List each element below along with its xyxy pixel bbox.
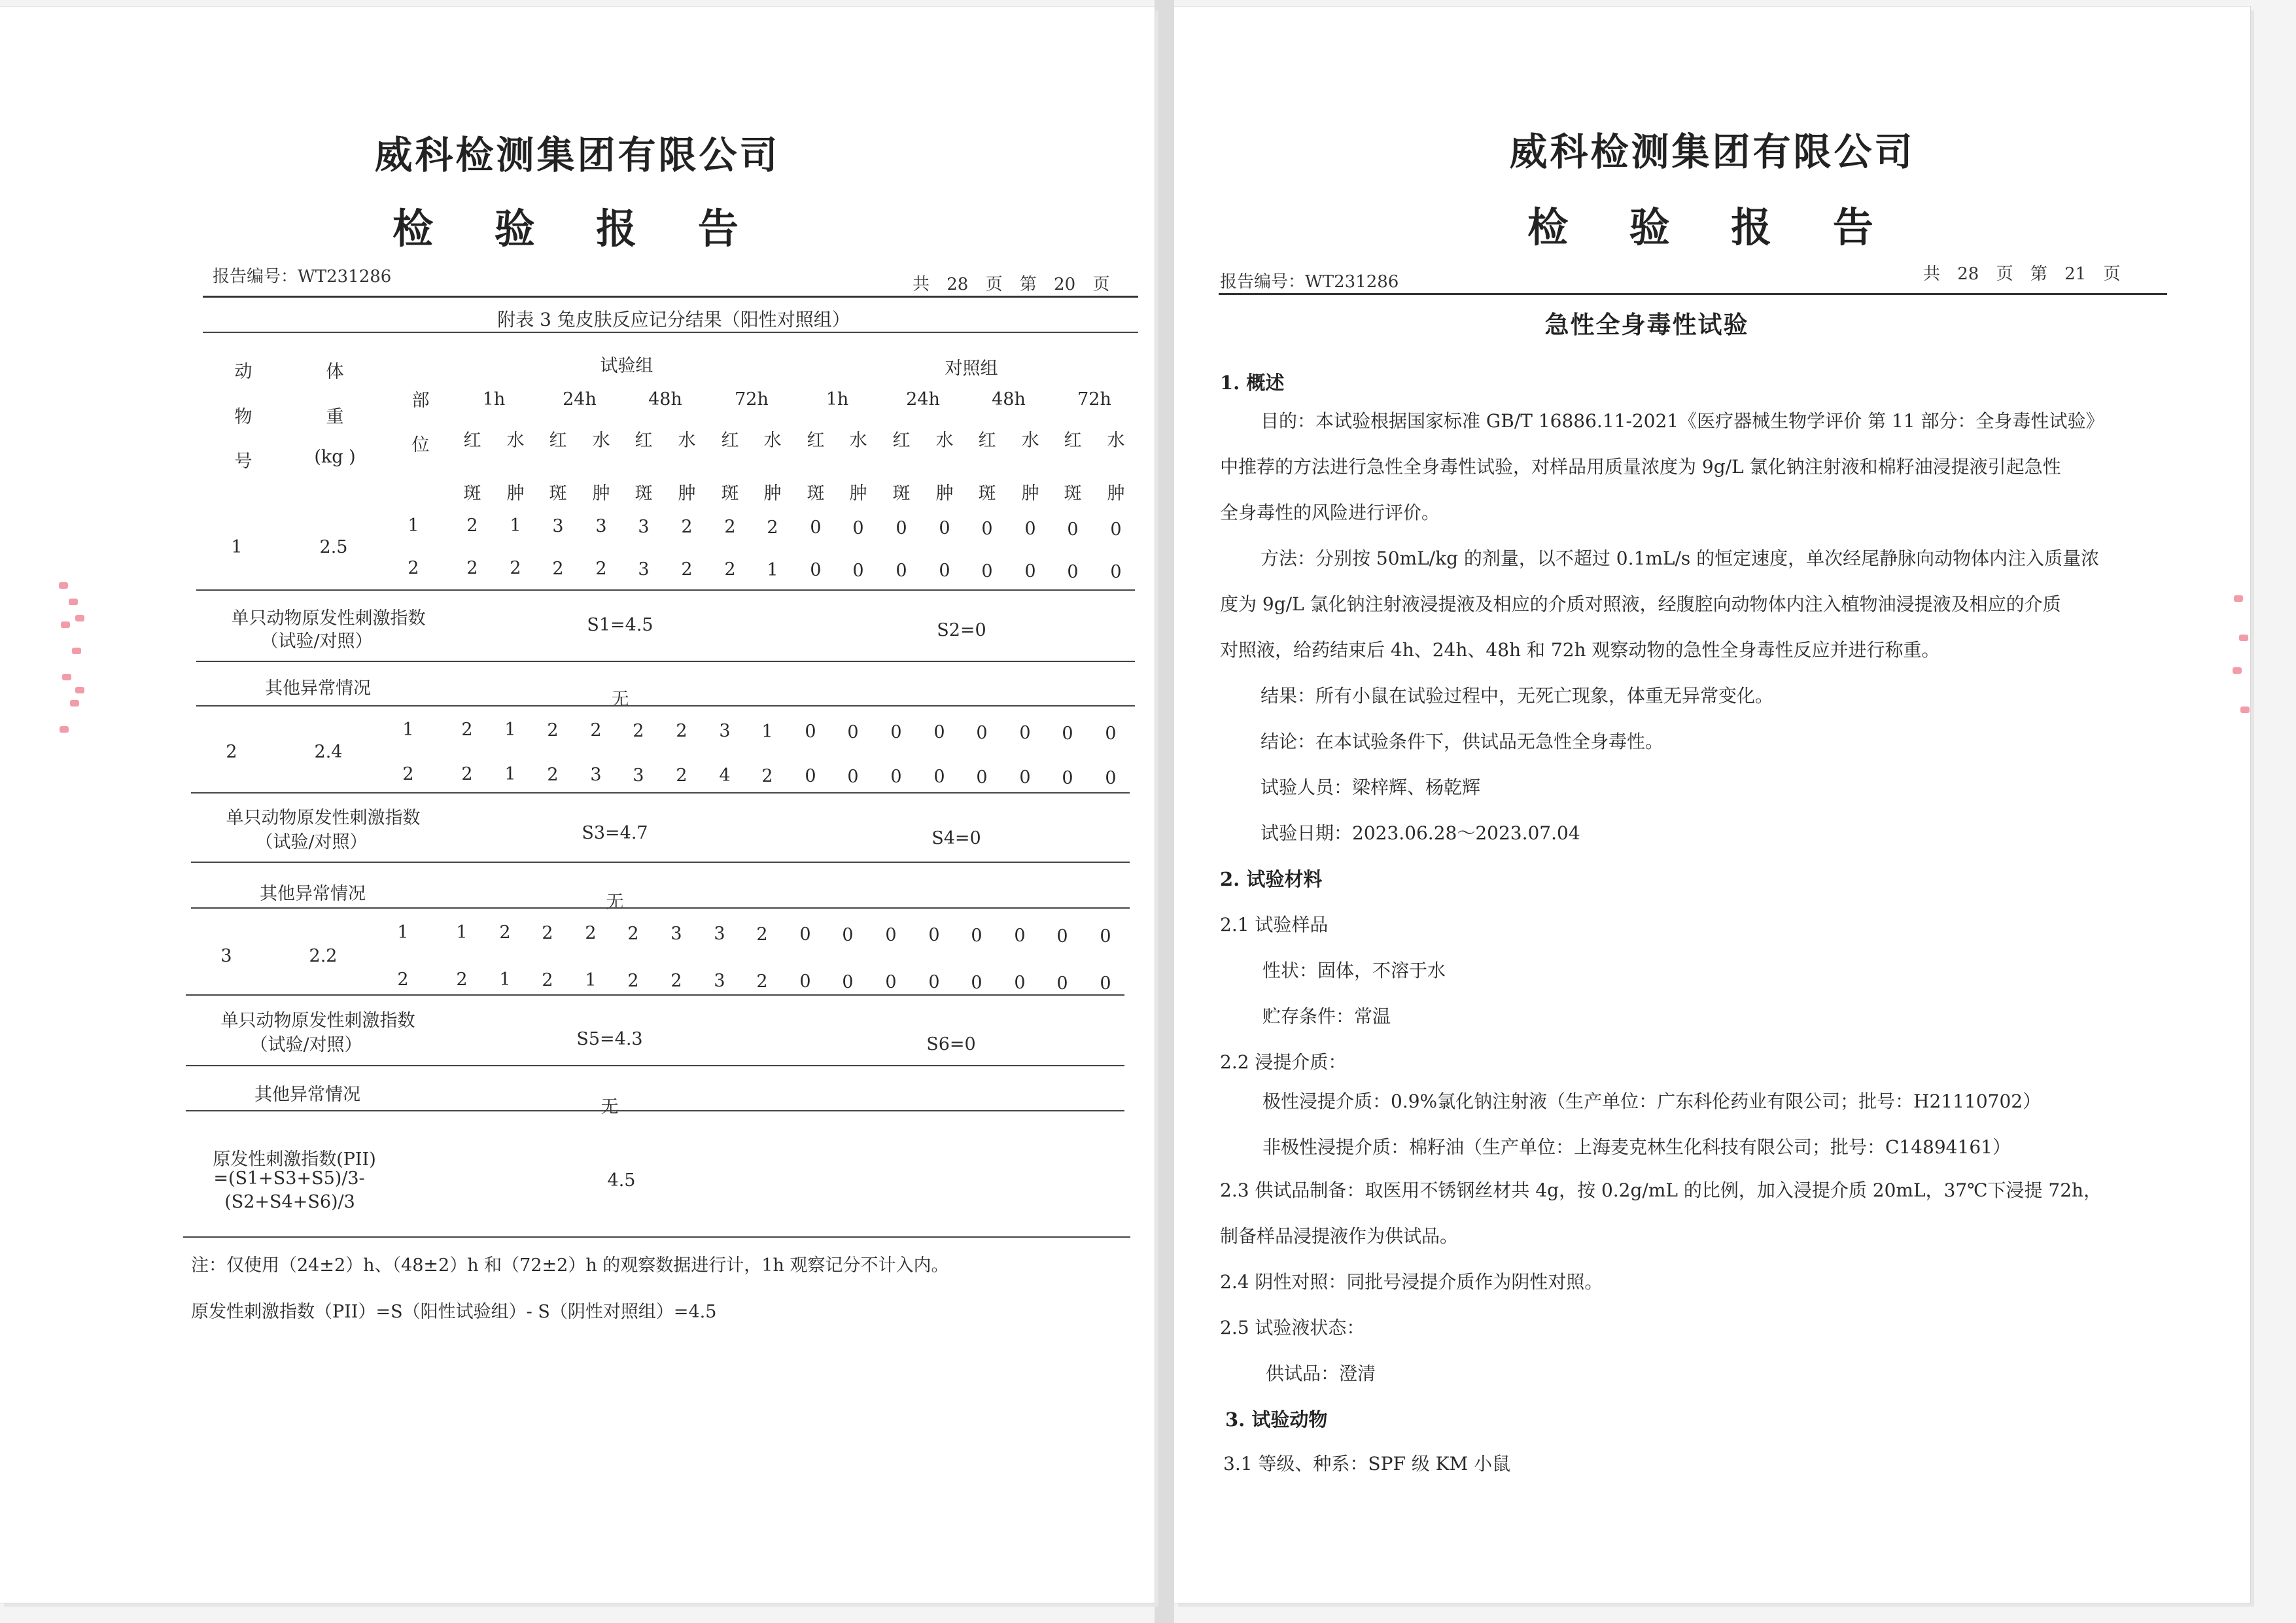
header-edema: 水 (849, 430, 867, 451)
site-no: 1 (408, 515, 419, 536)
header-erythema: 斑 (892, 483, 911, 504)
header-animal-no: 物 (234, 407, 252, 427)
score-cell: 0 (1105, 768, 1117, 788)
score-cell: 0 (890, 767, 902, 787)
other-abnormal-label: 其他异常情况 (265, 678, 371, 699)
score-cell: 0 (939, 518, 950, 539)
animal-weight: 2.5 (319, 537, 348, 557)
animal-id: 2 (226, 742, 237, 762)
score-cell: 2 (510, 558, 521, 579)
score-cell: 0 (933, 722, 945, 743)
header-time: 24h (906, 389, 940, 410)
header-edema: 肿 (1021, 483, 1039, 504)
score-cell: 0 (885, 972, 897, 992)
score-cell: 2 (670, 971, 682, 991)
header-erythema: 斑 (721, 483, 739, 504)
company-name: 威科检测集团有限公司 (374, 133, 780, 177)
score-cell: 0 (842, 924, 854, 945)
header-site: 位 (411, 435, 430, 455)
score-cell: 2 (542, 922, 553, 943)
score-cell: 0 (1067, 561, 1079, 582)
header-time: 72h (735, 389, 769, 410)
score-cell: 0 (847, 766, 859, 787)
header-erythema: 红 (892, 430, 911, 451)
sample-property: 性状：固体，不溶于水 (1262, 960, 1446, 981)
score-cell: 0 (1014, 926, 1026, 947)
score-cell: 0 (799, 924, 811, 945)
table-rule (196, 705, 1135, 707)
score-cell: 1 (499, 969, 511, 990)
score-cell: 2 (547, 764, 559, 785)
index-test-value: S1=4.5 (587, 615, 653, 635)
right-page (1174, 7, 2250, 1603)
pii-label: 原发性刺激指数(PII) (213, 1149, 376, 1170)
score-cell: 0 (810, 517, 822, 538)
score-cell: 0 (896, 561, 907, 581)
animal-weight: 2.2 (309, 946, 338, 966)
score-cell: 3 (552, 515, 564, 536)
table-rule (196, 661, 1135, 662)
score-cell: 2 (627, 923, 639, 944)
score-cell: 0 (981, 561, 993, 582)
heading-3: 3. 试验动物 (1225, 1408, 1328, 1431)
personnel-line: 试验人员：梁梓辉、杨乾辉 (1261, 777, 1481, 798)
table-rule (186, 1065, 1124, 1066)
score-cell: 1 (504, 764, 516, 785)
animal-weight: 2.4 (314, 742, 343, 762)
site-no: 1 (397, 922, 409, 943)
score-cell: 0 (976, 767, 988, 788)
header-erythema: 斑 (635, 483, 653, 504)
date-line: 试验日期：2023.06.28～2023.07.04 (1261, 822, 1580, 844)
score-cell: 0 (847, 722, 859, 742)
animal-id: 1 (231, 537, 243, 557)
pii-value: 4.5 (607, 1170, 636, 1191)
score-cell: 0 (805, 722, 816, 742)
score-cell: 0 (1019, 723, 1031, 744)
header-time: 48h (992, 389, 1026, 410)
score-cell: 2 (676, 765, 687, 786)
report-number: 报告编号：WT231286 (1220, 272, 1399, 292)
sample-prep-line-1: 2.3 供试品制备：取医用不锈钢丝材共 4g，按 0.2g/mL 的比例，加入浸提介质 20mL，37℃下浸提 72h， (1220, 1179, 2102, 1201)
header-edema: 肿 (592, 483, 610, 504)
header-time: 1h (482, 389, 506, 410)
other-abnormal-value: 无 (611, 689, 629, 710)
score-cell: 3 (595, 516, 607, 537)
heading-2: 2. 试验材料 (1220, 868, 1323, 890)
score-cell: 0 (1110, 562, 1122, 582)
score-cell: 0 (981, 518, 993, 539)
table-rule (191, 792, 1130, 794)
header-edema: 肿 (678, 483, 696, 504)
other-abnormal-value: 无 (606, 892, 624, 913)
score-cell: 0 (971, 925, 983, 946)
other-abnormal-label: 其他异常情况 (260, 884, 366, 904)
score-cell: 2 (681, 559, 693, 580)
index-control-value: S2=0 (937, 620, 986, 640)
score-cell: 0 (928, 925, 940, 946)
header-weight: (kg ) (314, 447, 356, 467)
score-cell: 0 (810, 560, 822, 581)
header-erythema: 红 (463, 430, 481, 451)
header-erythema: 红 (549, 430, 567, 451)
score-cell: 2 (595, 559, 607, 580)
header-erythema: 斑 (1064, 483, 1082, 504)
score-cell: 3 (633, 765, 644, 786)
page-info: 共 28 页 第 21 页 (1923, 264, 2121, 284)
header-erythema: 红 (635, 430, 653, 451)
purpose-line-3: 全身毒性的风险进行评价。 (1220, 502, 1440, 523)
other-abnormal-label: 其他异常情况 (254, 1085, 360, 1105)
score-cell: 2 (724, 517, 736, 538)
nonpolar-medium: 非极性浸提介质：棉籽油（生产单位：上海麦克林生化科技有限公司；批号：C14894161） (1262, 1136, 2011, 1158)
report-title: 检 验 报 告 (1527, 203, 1897, 251)
score-cell: 0 (1019, 767, 1031, 788)
pii-formula-note: 原发性刺激指数（PII）=S（阳性试验组）- S（阴性对照组）=4.5 (191, 1302, 717, 1322)
score-cell: 2 (499, 922, 511, 943)
company-name: 威科检测集团有限公司 (1509, 130, 1915, 174)
score-cell: 0 (1100, 973, 1111, 994)
score-cell: 2 (756, 971, 768, 992)
site-no: 2 (408, 558, 419, 578)
score-cell: 0 (1105, 724, 1117, 744)
score-cell: 0 (805, 766, 816, 787)
table-rule (191, 862, 1130, 863)
header-rule (1219, 293, 2167, 295)
score-cell: 3 (719, 721, 731, 742)
pii-label: (S2+S4+S6)/3 (224, 1192, 355, 1212)
header-edema: 水 (935, 430, 954, 451)
negative-control: 2.4 阴性对照：同批号浸提介质作为阴性对照。 (1220, 1271, 1603, 1293)
header-edema: 肿 (1107, 483, 1125, 504)
score-cell: 0 (842, 971, 854, 992)
index-label-sub: （试验/对照） (260, 631, 373, 652)
score-cell: 3 (638, 559, 650, 580)
heading-2-2: 2.2 浸提介质： (1220, 1051, 1347, 1073)
index-label-sub: （试验/对照） (250, 1035, 362, 1055)
score-cell: 1 (761, 721, 773, 742)
header-erythema: 斑 (807, 483, 825, 504)
seal-stamp (2227, 582, 2250, 752)
header-animal-no: 号 (234, 451, 252, 472)
score-cell: 2 (681, 517, 693, 537)
score-cell: 2 (590, 720, 602, 741)
sample-prep-line-2: 制备样品浸提液作为供试品。 (1220, 1225, 1459, 1247)
index-control-value: S4=0 (931, 828, 981, 848)
score-cell: 1 (510, 515, 521, 536)
site-no: 2 (402, 764, 414, 784)
header-time: 72h (1077, 389, 1111, 410)
index-label: 单只动物原发性刺激指数 (231, 608, 426, 629)
index-test-value: S5=4.3 (576, 1029, 643, 1049)
header-erythema: 红 (721, 430, 739, 451)
site-no: 1 (402, 720, 414, 740)
score-cell: 2 (461, 764, 473, 784)
header-time: 1h (826, 389, 849, 410)
heading-1: 1. 概述 (1220, 372, 1285, 394)
header-edema: 肿 (506, 483, 525, 504)
other-abnormal-value: 无 (600, 1097, 619, 1117)
score-cell: 0 (1056, 926, 1068, 947)
header-erythema: 斑 (978, 483, 996, 504)
polar-medium: 极性浸提介质：0.9%氯化钠注射液（生产单位：广东科伦药业有限公司；批号：H21110702） (1262, 1091, 2042, 1112)
solution-state: 供试品：澄清 (1266, 1363, 1376, 1384)
header-edema: 水 (1021, 430, 1039, 451)
header-erythema: 红 (978, 430, 996, 451)
index-test-value: S3=4.7 (582, 823, 648, 843)
score-cell: 3 (714, 971, 725, 992)
index-label-sub: （试验/对照） (255, 832, 368, 852)
method-line-3: 对照液，给药结束后 4h、24h、48h 和 72h 观察动物的急性全身毒性反应并进行称重。 (1220, 639, 1940, 661)
score-cell: 2 (767, 517, 778, 538)
header-rule (203, 296, 1138, 298)
purpose-line-2: 中推荐的方法进行急性全身毒性试验，对样品用质量浓度为 9g/L 氯化钠注射液和棉籽油浸提液引起急性 (1220, 456, 2061, 478)
score-cell: 3 (638, 516, 650, 537)
score-cell: 2 (552, 558, 564, 579)
header-test-group: 试验组 (600, 356, 653, 376)
score-cell: 0 (939, 561, 950, 582)
score-cell: 2 (456, 969, 468, 990)
header-weight: 体 (326, 362, 344, 382)
score-cell: 1 (585, 970, 597, 991)
table-rule (186, 994, 1124, 996)
book-spine (1155, 0, 1174, 1623)
header-edema: 水 (763, 430, 782, 451)
header-erythema: 红 (1064, 430, 1082, 451)
score-cell: 0 (928, 972, 940, 993)
heading-2-5: 2.5 试验液状态： (1220, 1317, 1365, 1338)
header-edema: 肿 (763, 483, 782, 504)
index-label: 单只动物原发性刺激指数 (220, 1011, 415, 1031)
header-edema: 水 (506, 430, 525, 451)
score-cell: 0 (1014, 973, 1026, 994)
score-cell: 0 (1062, 767, 1073, 788)
score-cell: 0 (799, 971, 811, 992)
score-cell: 2 (466, 515, 478, 536)
header-time: 48h (648, 389, 682, 410)
purpose-line-1: 目的：本试验根据国家标准 GB/T 16886.11-2021《医疗器械生物学评价 第 11 部分：全身毒性试验》 (1261, 410, 2104, 432)
score-cell: 0 (1067, 519, 1079, 540)
header-edema: 肿 (849, 483, 867, 504)
header-weight: 重 (326, 407, 344, 427)
section-title: 急性全身毒性试验 (1544, 310, 1749, 339)
score-cell: 2 (627, 970, 639, 991)
score-cell: 0 (1110, 519, 1122, 540)
score-cell: 1 (767, 559, 778, 580)
score-cell: 0 (1100, 926, 1111, 947)
score-cell: 2 (724, 559, 736, 580)
score-cell: 0 (1024, 519, 1036, 540)
table-rule (186, 1110, 1124, 1111)
score-cell: 2 (585, 923, 597, 944)
header-erythema: 红 (807, 430, 825, 451)
score-cell: 2 (676, 721, 687, 741)
score-cell: 0 (933, 767, 945, 788)
header-erythema: 斑 (463, 483, 481, 504)
header-edema: 肿 (935, 483, 954, 504)
storage-condition: 贮存条件：常温 (1262, 1005, 1391, 1027)
header-edema: 水 (1107, 430, 1125, 451)
conclusion-line: 结论：在本试验条件下，供试品无急性全身毒性。 (1261, 731, 1664, 752)
header-edema: 水 (678, 430, 696, 451)
score-cell: 3 (714, 924, 725, 945)
table-title: 附表 3 兔皮肤反应记分结果（阳性对照组） (497, 309, 850, 330)
score-cell: 0 (976, 722, 988, 743)
score-cell: 0 (971, 972, 983, 993)
index-control-value: S6=0 (926, 1034, 976, 1055)
score-cell: 3 (590, 765, 602, 786)
table-note: 注：仅使用（24±2）h、（48±2）h 和（72±2）h 的观察数据进行计，1h 观察记分不计入内。 (191, 1255, 949, 1276)
score-cell: 0 (896, 518, 907, 538)
table-rule (196, 589, 1135, 591)
score-cell: 3 (670, 924, 682, 944)
header-control-group: 对照组 (945, 358, 998, 379)
score-cell: 2 (466, 558, 478, 578)
site-no: 2 (397, 969, 409, 990)
score-cell: 2 (633, 720, 644, 741)
header-time: 24h (563, 389, 597, 410)
score-cell: 4 (719, 765, 731, 786)
score-cell: 2 (756, 924, 768, 945)
index-label: 单只动物原发性刺激指数 (226, 808, 421, 828)
header-site: 部 (411, 391, 430, 411)
score-cell: 0 (852, 560, 864, 581)
score-cell: 2 (761, 765, 773, 786)
score-cell: 1 (504, 720, 516, 741)
score-cell: 2 (461, 720, 473, 740)
header-animal-no: 动 (234, 362, 252, 382)
score-cell: 0 (1024, 561, 1036, 582)
header-edema: 水 (592, 430, 610, 451)
score-cell: 0 (852, 517, 864, 538)
heading-3-1: 3.1 等级、种系：SPF 级 KM 小鼠 (1223, 1453, 1511, 1475)
header-erythema: 斑 (549, 483, 567, 504)
method-line-1: 方法：分别按 50mL/kg 的剂量，以不超过 0.1mL/s 的恒定速度，单次经尾静脉向动物体内注入质量浓 (1261, 548, 2100, 569)
left-page (0, 7, 1155, 1603)
report-title: 检 验 报 告 (392, 205, 762, 253)
score-cell: 2 (547, 720, 559, 741)
table-rule (191, 907, 1130, 909)
score-cell: 0 (1056, 973, 1068, 994)
score-cell: 0 (885, 925, 897, 945)
score-cell: 0 (1062, 723, 1073, 744)
table-rule (203, 332, 1138, 333)
pii-label: =(S1+S3+S5)/3- (213, 1168, 365, 1189)
result-line: 结果：所有小鼠在试验过程中，无死亡现象，体重无异常变化。 (1261, 685, 1774, 707)
score-cell: 2 (542, 969, 553, 990)
method-line-2: 度为 9g/L 氯化钠注射液浸提液及相应的介质对照液，经腹腔向动物体内注入植物油浸提液及相应的介质 (1220, 593, 2061, 615)
table-rule (183, 1236, 1130, 1238)
heading-2-1: 2.1 试验样品 (1220, 914, 1329, 935)
page-info: 共 28 页 第 20 页 (913, 275, 1110, 294)
score-cell: 1 (456, 922, 468, 943)
seal-stamp (56, 576, 95, 746)
score-cell: 0 (890, 722, 902, 742)
report-number: 报告编号：WT231286 (213, 267, 392, 287)
animal-id: 3 (220, 946, 232, 966)
